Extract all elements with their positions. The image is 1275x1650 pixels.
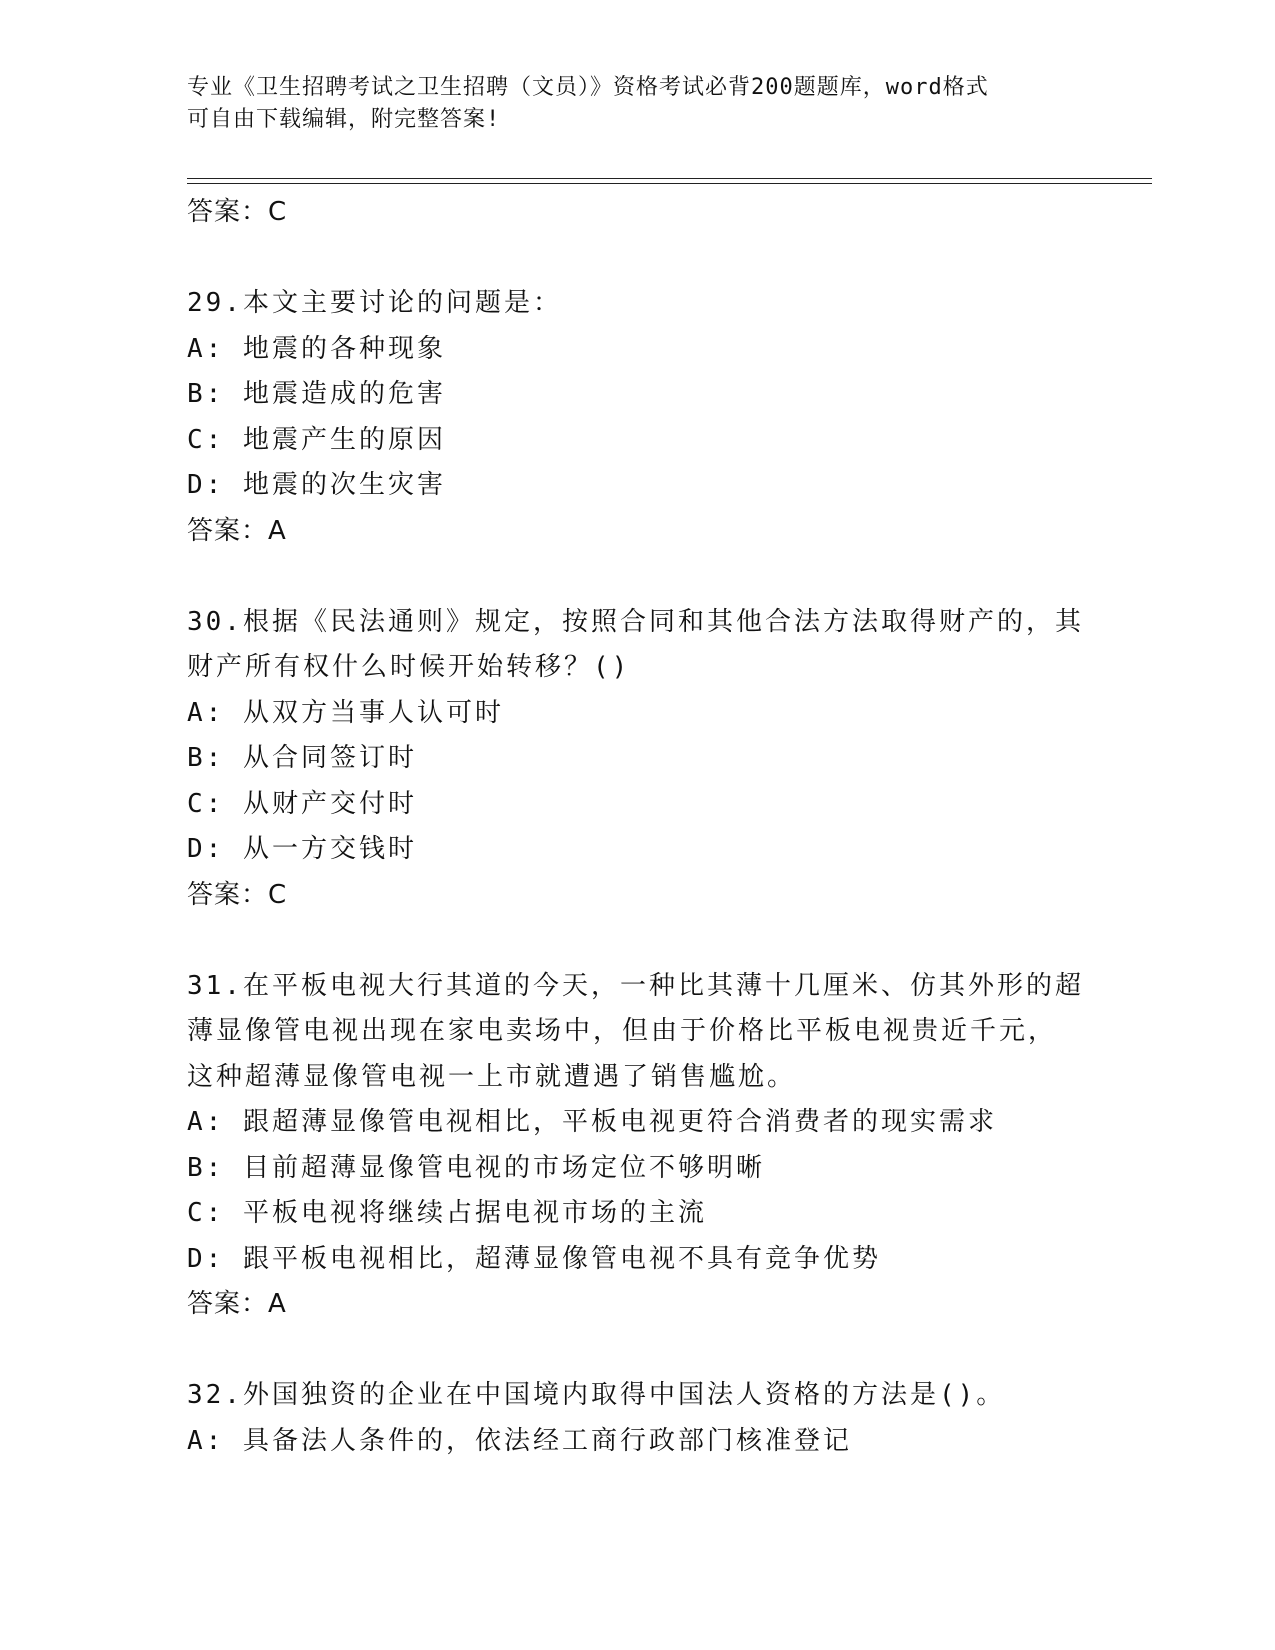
question-31 — [187, 964, 1107, 1328]
question-29 — [187, 281, 1107, 554]
question-stem: 财产所有权什么时候开始转移？() — [187, 652, 631, 682]
question-32 — [187, 1373, 1107, 1464]
spacer — [187, 1328, 1107, 1374]
option-c: C: 从财产交付时 — [187, 788, 417, 819]
question-30 — [187, 600, 1107, 919]
option-a: A: 跟超薄显像管电视相比，平板电视更符合消费者的现实需求 — [187, 1107, 997, 1137]
question-stem: 薄显像管电视出现在家电卖场中，但由于价格比平板电视贵近千元， — [187, 1016, 1058, 1046]
option-b: B: 从合同签订时 — [187, 743, 417, 773]
option-d: D: 地震的次生灾害 — [187, 470, 446, 500]
header-line-2: 可自由下载编辑，附完整答案! — [187, 107, 501, 132]
option-c: C: 平板电视将继续占据电视市场的主流 — [187, 1198, 707, 1228]
spacer — [187, 236, 1107, 282]
option-b: B: 地震造成的危害 — [187, 379, 446, 409]
question-stem: 30.根据《民法通则》规定，按照合同和其他合法方法取得财产的，其 — [187, 606, 1084, 637]
header-rule-top — [187, 178, 1152, 179]
option-a: A: 地震的各种现象 — [187, 333, 446, 364]
option-a: A: 从双方当事人认可时 — [187, 697, 504, 728]
spacer — [187, 918, 1107, 964]
header-rule-bottom — [187, 183, 1152, 184]
option-b: B: 目前超薄显像管电视的市场定位不够明晰 — [187, 1152, 765, 1183]
question-stem: 31.在平板电视大行其道的今天，一种比其薄十几厘米、仿其外形的超 — [187, 970, 1084, 1001]
question-content — [187, 190, 1107, 1464]
document-header — [187, 72, 1067, 136]
option-c: C: 地震产生的原因 — [187, 424, 446, 455]
question-stem: 这种超薄显像管电视一上市就遭遇了销售尴尬。 — [187, 1061, 797, 1092]
question-stem: 32.外国独资的企业在中国境内取得中国法人资格的方法是()。 — [187, 1380, 1006, 1410]
answer: 答案：A — [187, 1289, 287, 1319]
answer: 答案：C — [187, 879, 288, 910]
option-d: D: 从一方交钱时 — [187, 834, 417, 864]
question-stem: 29.本文主要讨论的问题是： — [187, 288, 562, 318]
header-line-1: 专业《卫生招聘考试之卫生招聘（文员）》资格考试必背200题题库，word格式 — [187, 75, 989, 100]
option-a: A: 具备法人条件的，依法经工商行政部门核准登记 — [187, 1425, 852, 1456]
previous-answer: 答案：C — [187, 197, 288, 227]
answer: 答案：A — [187, 515, 287, 546]
spacer — [187, 554, 1107, 600]
option-d: D: 跟平板电视相比，超薄显像管电视不具有竞争优势 — [187, 1243, 881, 1274]
